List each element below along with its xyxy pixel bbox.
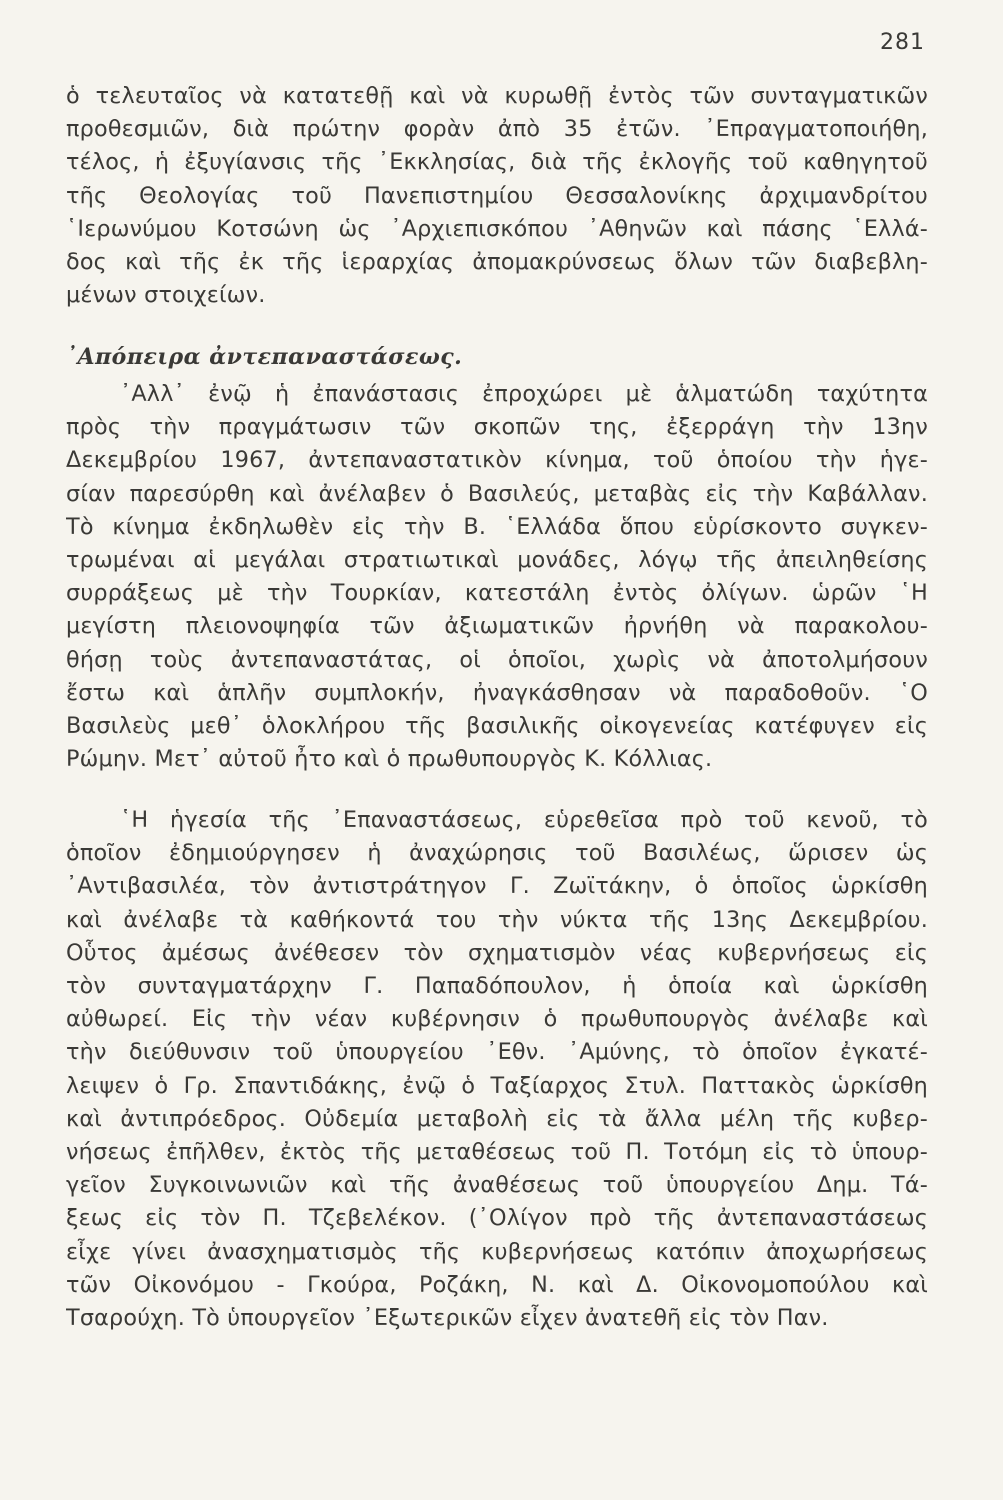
- text-line: προθεσμιῶν, διὰ πρώτην φορὰν ἀπὸ 35 ἐτῶν. ᾿Επραγματοποιήθη,: [66, 116, 928, 143]
- text-line: ξεως εἰς τὸν Π. Τζεβελέκον. (᾿Ολίγον πρὸ τῆς ἀντεπαναστάσεως: [66, 1205, 928, 1232]
- text-line: μεγίστη πλειονοψηφία τῶν ἀξιωματικῶν ἠρνήθη νὰ παρακολου-: [66, 613, 928, 640]
- text-line: Οὗτος ἀμέσως ἀνέθεσεν τὸν σχηματισμὸν νέας κυβερνήσεως εἰς: [66, 939, 928, 966]
- text-line: ὁ τελευταῖος νὰ κατατεθῇ καὶ νὰ κυρωθῇ ἐντὸς τῶν συνταγματικῶν: [66, 83, 928, 109]
- paragraph-3: [66, 804, 928, 1335]
- text-line: Ρώμην. Μετ᾿ αὐτοῦ ἦτο καὶ ὁ πρωθυπουργὸς Κ. Κόλλιας.: [66, 746, 713, 773]
- text-line: ᾿Αλλ᾿ ἐνῷ ἡ ἐπανάστασις ἐπροχώρει μὲ ἁλματώδη ταχύτητα: [120, 381, 928, 407]
- text-line: εἶχε γίνει ἀνασχηματισμὸς τῆς κυβερνήσεως κατόπιν ἀποχωρήσεως: [66, 1238, 928, 1265]
- text-line: τρωμέναι αἱ μεγάλαι στρατιωτικαὶ μονάδες, λόγῳ τῆς ἀπειληθείσης: [66, 547, 928, 574]
- text-line: συρράξεως μὲ τὴν Τουρκίαν, κατεστάλη ἐντὸς ὀλίγων. ὡρῶν ῾Η: [66, 580, 928, 607]
- text-line: γεῖον Συγκοινωνιῶν καὶ τῆς ἀναθέσεως τοῦ ὑπουργείου Δημ. Τά-: [66, 1172, 928, 1199]
- text-line: θήσῃ τοὺς ἀντεπαναστάτας, οἱ ὁποῖοι, χωρὶς νὰ ἀποτολμήσουν: [66, 646, 928, 673]
- text-line: ῾Ιερωνύμου Κοτσώνη ὡς ᾿Αρχιεπισκόπου ᾿Αθηνῶν καὶ πάσης ῾Ελλά-: [66, 215, 928, 242]
- section-heading: ᾿Απόπειρα ἀντεπαναστάσεως.: [66, 344, 463, 370]
- text-line: τῶν Οἰκονόμου - Γκούρα, Ροζάκη, Ν. καὶ Δ. Οἰκονομοπούλου καὶ: [66, 1271, 928, 1298]
- text-line: ᾿Αντιβασιλέα, τὸν ἀντιστράτηγον Γ. Ζωϊτάκην, ὁ ὁποῖος ὡρκίσθη: [66, 873, 928, 900]
- text-line: λειψεν ὁ Γρ. Σπαντιδάκης, ἐνῷ ὁ Ταξίαρχος Στυλ. Παττακὸς ὡρκίσθη: [66, 1072, 928, 1099]
- text-line: αὐθωρεί. Εἰς τὴν νέαν κυβέρνησιν ὁ πρωθυπουργὸς ἀνέλαβε καὶ: [66, 1006, 928, 1033]
- text-line: ὁποῖον ἐδημιούργησεν ἡ ἀναχώρησις τοῦ Βασιλέως, ὥρισεν ὡς: [66, 840, 928, 867]
- text-line: πρὸς τὴν πραγμάτωσιν τῶν σκοπῶν της, ἐξερράγη τὴν 13ην: [66, 414, 928, 441]
- text-line: μένων στοιχείων.: [66, 282, 266, 309]
- text-line: δος καὶ τῆς ἐκ τῆς ἱεραρχίας ἀπομακρύνσεως ὅλων τῶν διαβεβλη-: [66, 249, 928, 276]
- text-line: τὸν συνταγματάρχην Γ. Παπαδόπουλον, ἡ ὁποία καὶ ὡρκίσθη: [66, 973, 928, 1000]
- paragraph-1: [66, 80, 928, 312]
- paragraph-2: [66, 378, 928, 776]
- text-line: σίαν παρεσύρθη καὶ ἀνέλαβεν ὁ Βασιλεύς, μεταβὰς εἰς τὴν Καβάλλαν.: [66, 480, 928, 507]
- page-number: 281: [880, 30, 925, 55]
- text-line: νήσεως ἐπῆλθεν, ἐκτὸς τῆς μεταθέσεως τοῦ Π. Τοτόμη εἰς τὸ ὑπουρ-: [66, 1139, 928, 1166]
- text-line: Τσαρούχη. Τὸ ὑπουργεῖον ᾿Εξωτερικῶν εἶχεν ἀνατεθῆ εἰς τὸν Παν.: [66, 1305, 829, 1332]
- text-line: ἔστω καὶ ἁπλῆν συμπλοκήν, ἠναγκάσθησαν νὰ παραδοθοῦν. ῾Ο: [66, 679, 928, 706]
- text-line: Βασιλεὺς μεθ᾿ ὁλοκλήρου τῆς βασιλικῆς οἰκογενείας κατέφυγεν εἰς: [66, 713, 928, 740]
- text-line: τῆς Θεολογίας τοῦ Πανεπιστημίου Θεσσαλονίκης ἀρχιμανδρίτου: [66, 182, 928, 209]
- text-line: καὶ ἀνέλαβε τὰ καθήκοντά του τὴν νύκτα τῆς 13ης Δεκεμβρίου.: [66, 906, 928, 933]
- text-line: Δεκεμβρίου 1967, ἀντεπαναστατικὸν κίνημα, τοῦ ὁποίου τὴν ἡγε-: [66, 447, 928, 474]
- text-line: Τὸ κίνημα ἐκδηλωθὲν εἰς τὴν Β. ῾Ελλάδα ὅπου εὑρίσκοντο συγκεν-: [66, 513, 928, 540]
- text-line: τὴν διεύθυνσιν τοῦ ὑπουργείου ᾿Εθν. ᾿Αμύνης, τὸ ὁποῖον ἐγκατέ-: [66, 1039, 928, 1066]
- text-line: τέλος, ἡ ἐξυγίανσις τῆς ᾿Εκκλησίας, διὰ τῆς ἐκλογῆς τοῦ καθηγητοῦ: [66, 149, 928, 176]
- text-line: καὶ ἀντιπρόεδρος. Οὐδεμία μεταβολὴ εἰς τὰ ἄλλα μέλη τῆς κυβερ-: [66, 1105, 928, 1132]
- text-line: ῾Η ἡγεσία τῆς ᾿Επαναστάσεως, εὑρεθεῖσα πρὸ τοῦ κενοῦ, τὸ: [120, 807, 928, 833]
